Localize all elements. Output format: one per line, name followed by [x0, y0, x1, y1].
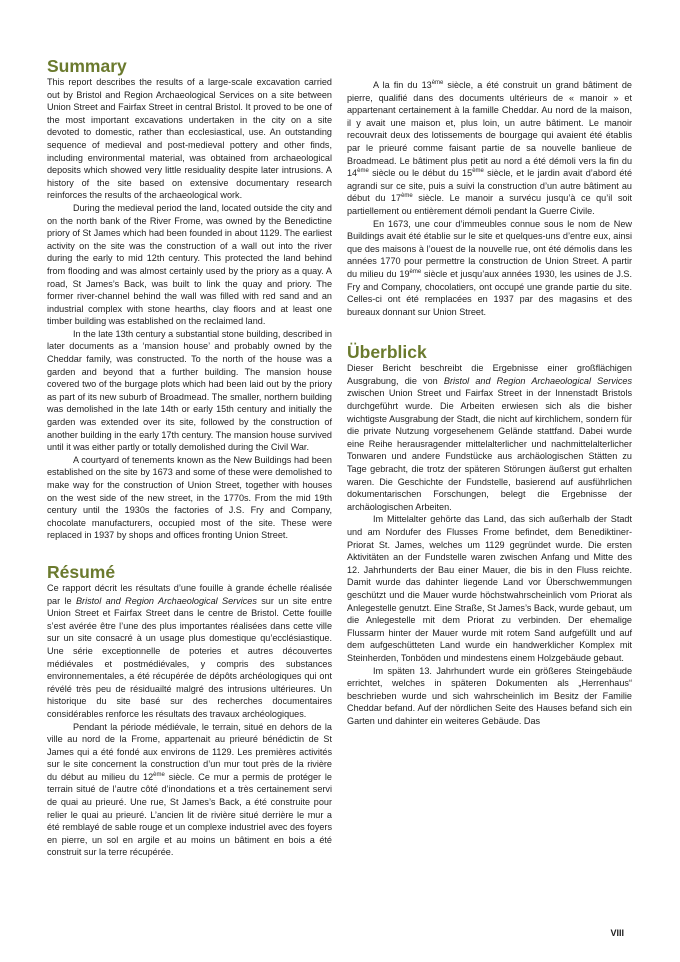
resume-paragraph: A la fin du 13ème siècle, a été construit un grand bâtiment de pierre, qualifié dans des documents ultérieurs de « manoir » et appartenant certainement à la famille Cheddar. Au nord de la maison, il y avait une maison et, plus loin, un autre bâtiment. Le manoir recouvrait deux des lotissements de bourgage qui avaient été établis par le prieuré comme faisant partie de sa nouvelle banlieue de Broadmead. Le bâtiment plus petit au nord a été démoli vers la fin du 14ème siècle ou le début du 15ème siècle, et le jardin avait d’abord été agrandi sur ce site, puis a suivi la construction d’un autre bâtiment au début du 17ème siècle. Le manoir a survécu jusqu’à ce qu’il soit partiellement ou entièrement démoli pendant la Guerre Civile.: [347, 79, 632, 216]
summary-paragraph: During the medieval period the land, located outside the city and on the north bank of the River Frome, was owned by the Benedictine priory of St James which had been founded in about 1129. The earliest activity on the site was the construction of a wall out into the river during the early to mid 12th century. This protected the land behind from flooding and was almost certainly used by the priory as a quay. A road, St James’s Back, was built to link the quay and priory. The former river-channel behind the wall was filled with red sand and an industrial complex with stone hearths, clay floors and at least one timber building was established on the reclaimed land.: [47, 202, 332, 327]
summary-paragraph: This report describes the results of a large-scale excavation carried out by Bristol and Region Archaeological Services on a site between Union Street and Fairfax Street in central Bristol. It proved to be one of the most important excavations undertaken in the city on a site devoted to domestic, rather than ecclesiastical, use. An outstanding sequence of medieval and post-medieval pottery and other finds, including environmental material, was obtained from archaeological deposits which showed very little residuality despite later intrusions. A history of the site based on extensive documentary research reinforces the results of the archaeological work.: [47, 77, 332, 201]
left-column: [47, 56, 332, 859]
resume-paragraph: Ce rapport décrit les résultats d’une fouille à grande échelle réalisée par le Bristol and Region Archaeological Services sur un site entre Union Street et Fairfax Street dans le centre de Bristol. Cette fouille s’est avérée être l’une des plus importantes réalisées dans cette ville sur un site consacré à un usage plus domestique qu’ecclésiastique. Une série exceptionnelle de poteries et autres découvertes médiévales et postmédiévales, y compris des substances environnementales, a été récupérée de dépôts archéologiques qui ont révélé très peu de résiduailté malgré des intrusions ultérieures. Un historique du site basé sur des recherches documentaires considérables renforce les résultats des travaux archéologiques.: [47, 582, 332, 719]
organisation-name: Bristol and Region Archaeological Services: [443, 375, 633, 386]
uberblick-heading: Überblick: [347, 342, 427, 363]
uberblick-paragraph: Im Mittelalter gehörte das Land, das sich außerhalb der Stadt und am Nordufer des Flusses Frome befindet, dem Benediktiner-Priorat St. James, welches um 1129 gegründet wurde. Die ersten Aktivitäten an der Fundstelle waren zwischen Anfang und Mitte des 12. Jahrhunderts der Bau einer Mauer, die bis in den Fluss reichte. Damit wurde das dahinter liegende Land vor Überschwemmungen geschützt und die Mauer wurde höchstwahrscheinlich vom Priorat als Anlegestelle genutzt. Eine Straße, St James’s Back, wurde gebaut, um die Anlegestelle mit dem Priorat zu verbinden. Der ehemalige Flussarm hinter der Mauer wurde mit rotem Sand aufgefüllt und auf dem aufgeschütteten Land wurde ein handwerklicher Komplex mit Steinherden, Tonböden und mindestens einem Holzgebäude gebaut.: [347, 514, 632, 663]
resume-paragraph: Pendant la période médiévale, le terrain, situé en dehors de la ville au nord de la Frome, appartenait au prieuré bénédictin de St James qui a été fondé aux environs de 1129. Les premières activités sur le site concernent la construction d’un mur tout près de la rivière du début au milieu du 12ème siècle. Ce mur a permis de protéger le terrain situé de l’autre côté d’inondations et a très certainement servi de quai au prieuré. Une rue, St James’s Back, a été construite pour relier le quai au prieuré. L’ancien lit de rivière situé derrière le mur a été remblayé de sable rouge et un complexe industriel avec des foyers en pierre, un sol en argile et au moins un bâtiment en bois a été construit sur la terre récupérée.: [47, 721, 332, 858]
right-column: [347, 79, 632, 728]
summary-paragraph: In the late 13th century a substantial stone building, described in later documents as a ‘mansion house’ and probably owned by the Cheddar family, was constructed. To the north of the house was a garden and beyond that a further building. The mansion house covered two of the burgage plots which had been laid out by the priory as part of its new suburb of Broadmead. The smaller, northern building was demolished in the late 14th or early 15th century and initially the garden was extended over its site, followed by the construction of another building in the early 17th century. The mansion house survived until it was either partly or totally demolished during the Civil War.: [47, 328, 332, 453]
resume-heading: Résumé: [47, 561, 116, 582]
uberblick-paragraph: Im späten 13. Jahrhundert wurde ein größeres Steingebäude errichtet, welches in späteren Dokumenten als „Herrenhaus“ beschrieben wurde und sich wahrscheinlich im Besitz der Familie Cheddar befand. Auf der nördlichen Seite des Hauses befand sich ein Garten und dahinter ein weiteres Gebäude. Das: [347, 665, 632, 726]
uberblick-paragraph: Dieser Bericht beschreibt die Ergebnisse einer großflächigen Ausgrabung, die von Bristol and Region Archaeological Services zwischen Union Street und Fairfax Street in der Innenstadt Bristols durchgeführt wurde. Die Arbeiten erwiesen sich als die bisher wichtigste Ausgrabung der Stadt, die nicht auf kirchlichem, sondern für die private Nutzung vorgesehenem Gelände stattfand. Dabei wurde eine Reihe herausragender mittelalterlicher und nachmittelalterlicher Tonwaren und andere Fundstücke aus archäologischen Stätten zu Tage gebracht, die trotz der späteren Störungen äußerst gut erhalten waren. Die Geschichte der Fundstelle, basierend auf ausführlichen dokumentarischen Forschungen, belegt die Ergebnisse der archäologischen Arbeiten.: [347, 363, 633, 512]
resume-paragraph: En 1673, une cour d’immeubles connue sous le nom de New Buildings avait été établie sur le site et quelques-uns d’entre eux, ainsi que des maisons à l’ouest de la nouvelle rue, ont été démolis dans les années 1770 pour permettre la construction de Union Street. A partir du milieu du 19ème siècle et jusqu’aux années 1930, les usines de J.S. Fry and Company, chocolatiers, ont occupé une grande partie du site. Celles-ci ont été remplacées en 1937 par des magasins et des bureaux donnant sur Union Street.: [347, 218, 632, 317]
organisation-name: Bristol and Region Archaeological Services: [75, 595, 257, 606]
summary-paragraph: A courtyard of tenements known as the New Buildings had been established on the site by 1673 and some of these were demolished to make way for the construction of Union Street, together with houses on the west side of the new street, in the 1770s. From the mid 19th century until the 1930s the factories of J.S. Fry and Company, chocolate manufacturers, occupied most of the site. These were replaced in 1937 by shops and offices fronting Union Street.: [47, 454, 332, 541]
page-number: VIII: [610, 928, 624, 938]
summary-heading: Summary: [47, 56, 127, 76]
